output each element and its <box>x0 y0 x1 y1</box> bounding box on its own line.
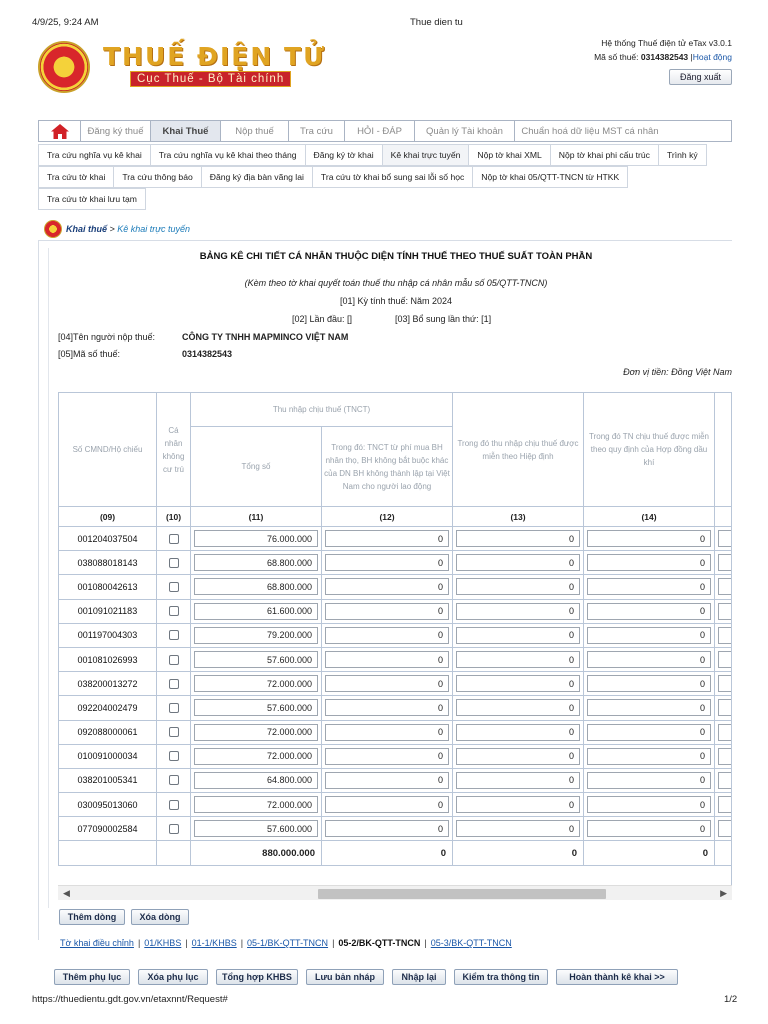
insurance-income-input[interactable]: 0 <box>325 627 449 644</box>
bottom-button-4[interactable]: Nhập lại <box>392 969 446 985</box>
scroll-thumb[interactable] <box>318 889 606 899</box>
home-button[interactable] <box>39 121 81 141</box>
tab-separator: | <box>137 938 141 948</box>
submenu-ke-khai-truc-tuyen[interactable]: Kê khai trực tuyến <box>383 144 470 166</box>
treaty-exempt-input[interactable]: 0 <box>456 796 580 813</box>
breadcrumb-separator: > <box>107 224 118 234</box>
breadcrumb-current[interactable]: Kê khai trực tuyến <box>117 224 191 234</box>
scroll-right-icon[interactable]: ▶ <box>720 888 727 898</box>
treaty-exempt-input[interactable]: 0 <box>456 772 580 789</box>
form-tabs <box>60 938 512 948</box>
overflow-input[interactable] <box>718 530 732 547</box>
insurance-income-input[interactable]: 0 <box>325 603 449 620</box>
submenu-to-khai-bo-sung[interactable]: Tra cứu tờ khai bổ sung sai lỗi số học <box>313 166 473 188</box>
overflow-input[interactable] <box>718 820 732 837</box>
insurance-income-sum: 0 <box>322 841 453 865</box>
non-resident-checkbox[interactable] <box>169 582 179 592</box>
treaty-exempt-input[interactable]: 0 <box>456 603 580 620</box>
insurance-income-input[interactable]: 0 <box>325 675 449 692</box>
treaty-exempt-input[interactable]: 0 <box>456 748 580 765</box>
id-number: 038200013272 <box>77 678 138 689</box>
treaty-exempt-input[interactable]: 0 <box>456 820 580 837</box>
breadcrumb <box>66 224 190 234</box>
menu-quan-ly-tai-khoan[interactable]: Quản lý Tài khoản <box>415 121 515 141</box>
contract-exempt-input[interactable]: 0 <box>587 675 711 692</box>
bottom-action-bar <box>54 969 678 985</box>
site-brand-subtitle: Cục Thuế - Bộ Tài chính <box>130 71 291 87</box>
detail-table-viewport[interactable] <box>58 392 732 887</box>
treaty-exempt-input[interactable]: 0 <box>456 651 580 668</box>
currency-unit: Đơn vị tiền: Đồng Việt Nam <box>623 367 732 377</box>
form-title: BẢNG KÊ CHI TIẾT CÁ NHÂN THUỘC DIỆN TÍNH THUẾ THEO THUẾ SUẤT TOÀN PHẦN <box>199 251 593 262</box>
non-resident-checkbox[interactable] <box>169 824 179 834</box>
tab-separator: | <box>424 938 427 948</box>
print-title: Thue dien tu <box>410 17 463 28</box>
tax-emblem-logo <box>38 41 90 93</box>
content-left-border <box>38 240 39 940</box>
id-number: 001081026993 <box>77 654 138 665</box>
id-number: 010091000034 <box>77 751 138 762</box>
header-treaty-exempt: Trong đó thu nhập chịu thuế được miễn theo Hiệp định <box>453 393 584 507</box>
detail-table <box>58 392 732 866</box>
contract-exempt-input[interactable]: 0 <box>587 554 711 571</box>
id-number: 001197004303 <box>77 630 138 641</box>
first-time-flag: [02] Lần đầu: [] <box>292 314 353 324</box>
submenu-tra-cuu-thong-bao[interactable]: Tra cứu thông báo <box>114 166 201 188</box>
contract-exempt-input[interactable]: 0 <box>587 530 711 547</box>
total-income-input[interactable]: 68.800.000 <box>194 554 318 571</box>
breadcrumb-root[interactable]: Khai thuế <box>66 224 108 234</box>
form-tab-4[interactable]: 05-2/BK-QTT-TNCN <box>338 938 421 948</box>
treaty-exempt-input[interactable]: 0 <box>456 699 580 716</box>
table-row <box>59 768 733 792</box>
status-link[interactable]: Hoạt động <box>692 52 732 62</box>
contract-exempt-input[interactable]: 0 <box>587 724 711 741</box>
insurance-income-input[interactable]: 0 <box>325 578 449 595</box>
form-tab-1[interactable]: 01/KHBS <box>144 938 182 948</box>
treaty-exempt-input[interactable]: 0 <box>456 578 580 595</box>
sub-menu-row-2 <box>38 166 732 188</box>
contract-exempt-sum: 0 <box>584 841 715 865</box>
total-income-input[interactable]: 72.000.000 <box>194 796 318 813</box>
insurance-income-input[interactable]: 0 <box>325 796 449 813</box>
delete-row-button[interactable]: Xóa dòng <box>131 909 189 925</box>
print-datetime: 4/9/25, 9:24 AM <box>32 17 99 28</box>
col-num-12: (12) <box>322 507 453 527</box>
system-version: Hệ thống Thuế điện tử eTax v3.0.1 <box>601 38 732 48</box>
table-row <box>59 551 733 575</box>
header-total: Tổng số <box>191 427 322 507</box>
status-separator: | <box>690 52 693 62</box>
id-number: 038201005341 <box>77 775 138 786</box>
contract-exempt-input[interactable]: 0 <box>587 772 711 789</box>
contract-exempt-input[interactable]: 0 <box>587 820 711 837</box>
main-menu <box>38 120 732 142</box>
submenu-tra-cuu-nghia-vu-thang[interactable]: Tra cứu nghĩa vụ kê khai theo tháng <box>151 144 306 166</box>
mst-value: 0314382543 <box>640 52 689 62</box>
insurance-income-input[interactable]: 0 <box>325 651 449 668</box>
bottom-button-2[interactable]: Tổng hợp KHBS <box>216 969 298 985</box>
bottom-button-6[interactable]: Hoàn thành kê khai >> <box>556 969 678 985</box>
header-account-info <box>594 36 732 64</box>
small-emblem-icon <box>44 220 62 238</box>
id-number: 092204002479 <box>77 702 138 713</box>
non-resident-checkbox[interactable] <box>169 655 179 665</box>
total-income-input[interactable]: 57.600.000 <box>194 699 318 716</box>
col-num-14: (14) <box>584 507 715 527</box>
header-oil-contract-exempt: Trong đó TN chịu thuế được miễn theo quy định của Hợp đồng dầu khí <box>584 393 715 507</box>
sub-menu-row-1 <box>38 144 732 166</box>
non-resident-checkbox[interactable] <box>169 534 179 544</box>
overflow-input[interactable] <box>718 675 732 692</box>
total-income-input[interactable]: 57.600.000 <box>194 651 318 668</box>
non-resident-checkbox[interactable] <box>169 703 179 713</box>
star-icon <box>54 55 74 75</box>
non-resident-checkbox[interactable] <box>169 630 179 640</box>
treaty-exempt-sum: 0 <box>453 841 584 865</box>
id-number: 092088000061 <box>77 727 138 738</box>
submenu-tra-cuu-nghia-vu[interactable]: Tra cứu nghĩa vụ kê khai <box>38 144 151 166</box>
col-num-11: (11) <box>191 507 322 527</box>
non-resident-checkbox[interactable] <box>169 558 179 568</box>
overflow-input[interactable] <box>718 578 732 595</box>
form-subtitle: (Kèm theo tờ khai quyết toán thuế thu nhập cá nhân mẫu số 05/QTT-TNCN) <box>244 278 548 288</box>
overflow-input[interactable] <box>718 796 732 813</box>
total-income-sum: 880.000.000 <box>191 841 322 865</box>
id-number: 038088018143 <box>77 557 138 568</box>
total-income-input[interactable]: 79.200.000 <box>194 627 318 644</box>
submenu-dang-ky-dia-ban[interactable]: Đăng ký địa bàn vãng lai <box>202 166 313 188</box>
mst-field-value: 0314382543 <box>182 349 233 359</box>
non-resident-checkbox[interactable] <box>169 775 179 785</box>
id-number: 001080042613 <box>77 581 138 592</box>
col-num-09: (09) <box>59 507 157 527</box>
table-row <box>59 696 733 720</box>
bottom-button-1[interactable]: Xóa phụ lục <box>138 969 208 985</box>
table-row <box>59 599 733 623</box>
contract-exempt-input[interactable]: 0 <box>587 699 711 716</box>
site-brand-title: THUẾ ĐIỆN TỬ <box>103 42 326 71</box>
menu-chuan-hoa-mst[interactable]: Chuẩn hoá dữ liệu MST cá nhân <box>521 125 659 137</box>
print-page: 1/2 <box>724 994 738 1005</box>
contract-exempt-input[interactable]: 0 <box>587 603 711 620</box>
total-income-input[interactable]: 76.000.000 <box>194 530 318 547</box>
overflow-input[interactable] <box>718 748 732 765</box>
submenu-nop-to-khai-xml[interactable]: Nộp tờ khai XML <box>469 144 550 166</box>
non-resident-checkbox[interactable] <box>169 606 179 616</box>
total-income-input[interactable]: 68.800.000 <box>194 578 318 595</box>
header-taxable-income: Thu nhập chịu thuế (TNCT) <box>191 393 453 427</box>
table-row <box>59 817 733 841</box>
table-row <box>59 575 733 599</box>
overflow-input[interactable] <box>718 772 732 789</box>
totals-row <box>59 841 733 865</box>
bottom-button-0[interactable]: Thêm phụ lục <box>54 969 130 985</box>
id-number: 030095013060 <box>77 799 138 810</box>
logout-button[interactable]: Đăng xuất <box>669 69 732 85</box>
header-overflow <box>715 393 733 507</box>
table-row <box>59 623 733 647</box>
treaty-exempt-input[interactable]: 0 <box>456 724 580 741</box>
overflow-input[interactable] <box>718 627 732 644</box>
overflow-input[interactable] <box>718 699 732 716</box>
table-row <box>59 647 733 671</box>
non-resident-checkbox[interactable] <box>169 800 179 810</box>
menu-dang-ky-thue[interactable]: Đăng ký thuế <box>81 121 151 141</box>
table-row <box>59 527 733 551</box>
total-income-input[interactable]: 72.000.000 <box>194 748 318 765</box>
treaty-exempt-input[interactable]: 0 <box>456 675 580 692</box>
overflow-input[interactable] <box>718 724 732 741</box>
menu-hoi-dap[interactable]: HỎI - ĐÁP <box>345 121 415 141</box>
insurance-income-input[interactable]: 0 <box>325 530 449 547</box>
tax-period: [01] Kỳ tính thuế: Năm 2024 <box>339 296 453 306</box>
bottom-button-3[interactable]: Lưu bản nháp <box>306 969 384 985</box>
submenu-nop-05-qtt[interactable]: Nộp tờ khai 05/QTT-TNCN từ HTKK <box>473 166 628 188</box>
contract-exempt-input[interactable]: 0 <box>587 748 711 765</box>
total-income-input[interactable]: 64.800.000 <box>194 772 318 789</box>
col-num-10: (10) <box>157 507 191 527</box>
header-insurance: Trong đó: TNCT từ phí mua BH nhân thọ, BH không bắt buộc khác của DN BH không thành lập tại Việt Nam cho người lao động <box>322 427 453 507</box>
table-row <box>59 720 733 744</box>
scroll-left-icon[interactable]: ◀ <box>63 888 70 898</box>
tab-separator: | <box>185 938 188 948</box>
treaty-exempt-input[interactable]: 0 <box>456 627 580 644</box>
form-tab-0[interactable]: Tờ khai điều chỉnh <box>60 938 134 948</box>
mst-label: Mã số thuế: <box>594 52 639 62</box>
treaty-exempt-input[interactable]: 0 <box>456 554 580 571</box>
taxpayer-label: [04]Tên người nộp thuế: <box>58 332 155 342</box>
menu-khai-thue[interactable]: Khai Thuế <box>151 121 221 141</box>
header-non-resident: Cá nhân không cư trú <box>157 393 191 507</box>
add-row-button[interactable]: Thêm dòng <box>59 909 125 925</box>
submenu-trinh-ky[interactable]: Trình ký <box>659 144 707 166</box>
insurance-income-input[interactable]: 0 <box>325 699 449 716</box>
tab-separator: | <box>332 938 335 948</box>
header-id: Số CMND/Hộ chiếu <box>59 393 157 507</box>
insurance-income-input[interactable]: 0 <box>325 748 449 765</box>
overflow-input[interactable] <box>718 603 732 620</box>
total-income-input[interactable]: 72.000.000 <box>194 675 318 692</box>
non-resident-checkbox[interactable] <box>169 751 179 761</box>
content-divider <box>38 240 732 241</box>
id-number: 001204037504 <box>77 533 138 544</box>
contract-exempt-input[interactable]: 0 <box>587 796 711 813</box>
bottom-button-5[interactable]: Kiểm tra thông tin <box>454 969 548 985</box>
mst-field-label: [05]Mã số thuế: <box>58 349 121 359</box>
supplement-count: [03] Bổ sung lần thứ: [1] <box>395 314 492 324</box>
overflow-input[interactable] <box>718 651 732 668</box>
form-tab-5[interactable]: 05-3/BK-QTT-TNCN <box>430 938 512 948</box>
treaty-exempt-input[interactable]: 0 <box>456 530 580 547</box>
id-number: 001091021183 <box>77 606 138 617</box>
submenu-to-khai-luu-tam[interactable]: Tra cứu tờ khai lưu tạm <box>38 188 146 210</box>
home-icon <box>51 124 69 139</box>
form-tab-3[interactable]: 05-1/BK-QTT-TNCN <box>247 938 329 948</box>
insurance-income-input[interactable]: 0 <box>325 772 449 789</box>
overflow-input[interactable] <box>718 554 732 571</box>
total-income-input[interactable]: 57.600.000 <box>194 820 318 837</box>
total-income-input[interactable]: 61.600.000 <box>194 603 318 620</box>
id-number: 077090002584 <box>77 823 138 834</box>
table-row <box>59 672 733 696</box>
print-url: https://thuedientu.gdt.gov.vn/etaxnnt/Request# <box>32 994 228 1005</box>
non-resident-checkbox[interactable] <box>169 679 179 689</box>
tab-separator: | <box>240 938 244 948</box>
contract-exempt-input[interactable]: 0 <box>587 651 711 668</box>
submenu-dang-ky-to-khai[interactable]: Đăng ký tờ khai <box>306 144 383 166</box>
taxpayer-name: CÔNG TY TNHH MAPMINCO VIỆT NAM <box>182 332 349 342</box>
sub-menu-row-3 <box>38 188 732 210</box>
submenu-tra-cuu-to-khai[interactable]: Tra cứu tờ khai <box>38 166 114 188</box>
col-num-13: (13) <box>453 507 584 527</box>
form-tab-2[interactable]: 01-1/KHBS <box>191 938 237 948</box>
total-income-input[interactable]: 72.000.000 <box>194 724 318 741</box>
contract-exempt-input[interactable]: 0 <box>587 627 711 644</box>
submenu-nop-to-khai-phi-cau-truc[interactable]: Nộp tờ khai phi cấu trúc <box>551 144 659 166</box>
insurance-income-input[interactable]: 0 <box>325 724 449 741</box>
insurance-income-input[interactable]: 0 <box>325 820 449 837</box>
table-row <box>59 744 733 768</box>
contract-exempt-input[interactable]: 0 <box>587 578 711 595</box>
non-resident-checkbox[interactable] <box>169 727 179 737</box>
table-row <box>59 793 733 817</box>
table-horizontal-scrollbar[interactable] <box>58 885 732 900</box>
menu-nop-thue[interactable]: Nộp thuế <box>221 121 289 141</box>
insurance-income-input[interactable]: 0 <box>325 554 449 571</box>
menu-tra-cuu[interactable]: Tra cứu <box>289 121 345 141</box>
